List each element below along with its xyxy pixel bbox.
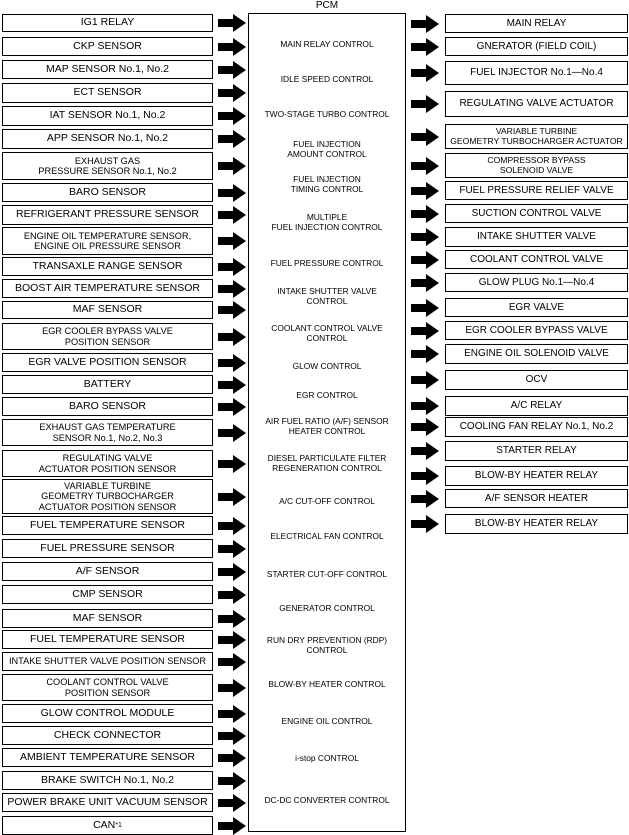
input-box: GLOW CONTROL MODULE (2, 704, 213, 723)
input-arrow-icon (218, 14, 246, 32)
input-box: MAF SENSOR (2, 301, 213, 319)
output-arrow-icon (411, 299, 439, 317)
input-arrow-icon (218, 488, 246, 506)
output-arrow-icon (411, 515, 439, 533)
input-box: APP SENSOR No.1, No.2 (2, 129, 213, 149)
input-arrow-icon (218, 184, 246, 202)
input-arrow-icon (218, 586, 246, 604)
pcm-function-label: DC-DC CONVERTER CONTROL (264, 794, 390, 805)
pcm-function-label: FUEL INJECTION AMOUNT CONTROL (287, 138, 367, 159)
input-arrow-icon (218, 653, 246, 671)
input-arrow-icon (218, 705, 246, 723)
output-box: A/C RELAY (445, 396, 628, 416)
pcm-function-label: AIR FUEL RATIO (A/F) SENSOR HEATER CONTROL (265, 415, 389, 436)
input-arrow-icon (218, 232, 246, 250)
output-arrow-icon (411, 345, 439, 363)
output-box: GNERATOR (FIELD COIL) (445, 37, 628, 56)
input-arrow-icon (218, 258, 246, 276)
input-arrow-icon (218, 540, 246, 558)
input-box: AMBIENT TEMPERATURE SENSOR (2, 748, 213, 767)
output-box: STARTER RELAY (445, 441, 628, 461)
input-arrow-icon (218, 610, 246, 628)
output-arrow-icon (411, 490, 439, 508)
output-box: ENGINE OIL SOLENOID VALVE (445, 344, 628, 364)
output-arrow-icon (411, 442, 439, 460)
input-box: EGR COOLER BYPASS VALVE POSITION SENSOR (2, 323, 213, 350)
input-box: CMP SENSOR (2, 585, 213, 604)
output-box: OCV (445, 370, 628, 390)
output-arrow-icon (411, 397, 439, 415)
output-box: FUEL PRESSURE RELIEF VALVE (445, 181, 628, 200)
input-box: FUEL TEMPERATURE SENSOR (2, 630, 213, 649)
input-box: BARO SENSOR (2, 183, 213, 202)
input-box: BATTERY (2, 375, 213, 394)
output-arrow-icon (411, 467, 439, 485)
input-box: CKP SENSOR (2, 37, 213, 56)
pcm-function-label: BLOW-BY HEATER CONTROL (268, 678, 386, 689)
output-box: BLOW-BY HEATER RELAY (445, 514, 628, 534)
pcm-function-label: STARTER CUT-OFF CONTROL (266, 568, 388, 579)
input-arrow-icon (218, 455, 246, 473)
input-box: FUEL TEMPERATURE SENSOR (2, 516, 213, 535)
input-arrow-icon (218, 563, 246, 581)
input-box: EXHAUST GAS TEMPERATURE SENSOR No.1, No.2, No.3 (2, 419, 213, 446)
output-box: MAIN RELAY (445, 14, 628, 33)
input-box: CHECK CONNECTOR (2, 726, 213, 745)
output-arrow-icon (411, 274, 439, 292)
output-arrow-icon (411, 251, 439, 269)
input-arrow-icon (218, 206, 246, 224)
input-box: BRAKE SWITCH No.1, No.2 (2, 771, 213, 790)
input-arrow-icon (218, 817, 246, 835)
input-arrow-icon (218, 84, 246, 102)
pcm-function-label: i-stop CONTROL (295, 752, 359, 763)
output-box: COMPRESSOR BYPASS SOLENOID VALVE (445, 153, 628, 178)
input-box: REGULATING VALVE ACTUATOR POSITION SENSOR (2, 450, 213, 477)
input-arrow-icon (218, 107, 246, 125)
pcm-function-label: A/C CUT-OFF CONTROL (279, 495, 375, 506)
pcm-function-label: ENGINE OIL CONTROL (281, 715, 373, 726)
output-arrow-icon (411, 371, 439, 389)
input-arrow-icon (218, 794, 246, 812)
can-input-box (2, 816, 213, 835)
output-box: EGR VALVE (445, 298, 628, 317)
output-box: GLOW PLUG No.1—No.4 (445, 273, 628, 292)
input-box: EXHAUST GAS PRESSURE SENSOR No.1, No.2 (2, 152, 213, 180)
pcm-function-label: IDLE SPEED CONTROL (280, 73, 374, 84)
input-arrow-icon (218, 631, 246, 649)
input-box: BOOST AIR TEMPERATURE SENSOR (2, 279, 213, 298)
input-arrow-icon (218, 328, 246, 346)
can-label: CAN (93, 818, 116, 831)
output-arrow-icon (411, 38, 439, 56)
output-box: COOLING FAN RELAY No.1, No.2 (445, 417, 628, 437)
input-arrow-icon (218, 130, 246, 148)
output-arrow-icon (411, 64, 439, 82)
input-arrow-icon (218, 749, 246, 767)
input-box: ECT SENSOR (2, 83, 213, 103)
input-box: ENGINE OIL TEMPERATURE SENSOR, ENGINE OIL PRESSURE SENSOR (2, 227, 213, 255)
output-box: VARIABLE TURBINE GEOMETRY TURBOCHARGER ACTUATOR (445, 124, 628, 149)
input-arrow-icon (218, 38, 246, 56)
input-box: REFRIGERANT PRESSURE SENSOR (2, 205, 213, 225)
input-arrow-icon (218, 280, 246, 298)
pcm-function-label: INTAKE SHUTTER VALVE CONTROL (277, 285, 377, 306)
can-footnote: *1 (115, 821, 122, 829)
pcm-function-label: FUEL PRESSURE CONTROL (270, 257, 384, 268)
output-box: SUCTION CONTROL VALVE (445, 204, 628, 223)
output-arrow-icon (411, 418, 439, 436)
pcm-function-label: GLOW CONTROL (292, 360, 362, 371)
output-arrow-icon (411, 157, 439, 175)
input-box: BARO SENSOR (2, 397, 213, 416)
input-arrow-icon (218, 727, 246, 745)
input-box: COOLANT CONTROL VALVE POSITION SENSOR (2, 674, 213, 701)
pcm-function-label: TWO-STAGE TURBO CONTROL (264, 108, 390, 119)
output-box: COOLANT CONTROL VALVE (445, 250, 628, 269)
pcm-title: PCM (315, 0, 339, 11)
input-box: TRANSAXLE RANGE SENSOR (2, 257, 213, 276)
pcm-function-label: GENERATOR CONTROL (279, 602, 375, 613)
output-arrow-icon (411, 15, 439, 33)
output-arrow-icon (411, 322, 439, 340)
input-box: MAP SENSOR No.1, No.2 (2, 60, 213, 79)
input-box: EGR VALVE POSITION SENSOR (2, 353, 213, 372)
input-box: A/F SENSOR (2, 562, 213, 581)
output-arrow-icon (411, 128, 439, 146)
output-box: REGULATING VALVE ACTUATOR (445, 91, 628, 117)
output-box: FUEL INJECTOR No.1—No.4 (445, 61, 628, 85)
pcm-function-label: COOLANT CONTROL VALVE CONTROL (271, 322, 383, 343)
output-arrow-icon (411, 182, 439, 200)
input-box: FUEL PRESSURE SENSOR (2, 539, 213, 558)
input-arrow-icon (218, 157, 246, 175)
input-arrow-icon (218, 772, 246, 790)
output-box: INTAKE SHUTTER VALVE (445, 227, 628, 247)
pcm-function-label: RUN DRY PREVENTION (RDP) CONTROL (266, 634, 388, 655)
input-arrow-icon (218, 424, 246, 442)
output-arrow-icon (411, 205, 439, 223)
output-box: BLOW-BY HEATER RELAY (445, 466, 628, 486)
pcm-function-label: DIESEL PARTICULATE FILTER REGENERATION CONTROL (267, 452, 387, 473)
pcm-function-label: MULTIPLE FUEL INJECTION CONTROL (271, 211, 383, 232)
input-box: IAT SENSOR No.1, No.2 (2, 106, 213, 126)
output-box: EGR COOLER BYPASS VALVE (445, 321, 628, 340)
input-arrow-icon (218, 301, 246, 319)
output-arrow-icon (411, 95, 439, 113)
pcm-function-label: ELECTRICAL FAN CONTROL (270, 530, 384, 541)
input-arrow-icon (218, 61, 246, 79)
input-box: IG1 RELAY (2, 14, 213, 32)
input-box: MAF SENSOR (2, 609, 213, 628)
input-arrow-icon (218, 517, 246, 535)
input-arrow-icon (218, 376, 246, 394)
input-arrow-icon (218, 679, 246, 697)
output-arrow-icon (411, 228, 439, 246)
output-box: A/F SENSOR HEATER (445, 489, 628, 508)
pcm-function-label: FUEL INJECTION TIMING CONTROL (290, 173, 364, 194)
input-box: POWER BRAKE UNIT VACUUM SENSOR (2, 793, 213, 812)
input-arrow-icon (218, 354, 246, 372)
pcm-function-label: MAIN RELAY CONTROL (280, 38, 374, 49)
input-box: INTAKE SHUTTER VALVE POSITION SENSOR (2, 652, 213, 671)
pcm-function-label: EGR CONTROL (296, 389, 358, 400)
input-arrow-icon (218, 398, 246, 416)
input-box: VARIABLE TURBINE GEOMETRY TURBOCHARGER ACTUATOR POSITION SENSOR (2, 479, 213, 514)
